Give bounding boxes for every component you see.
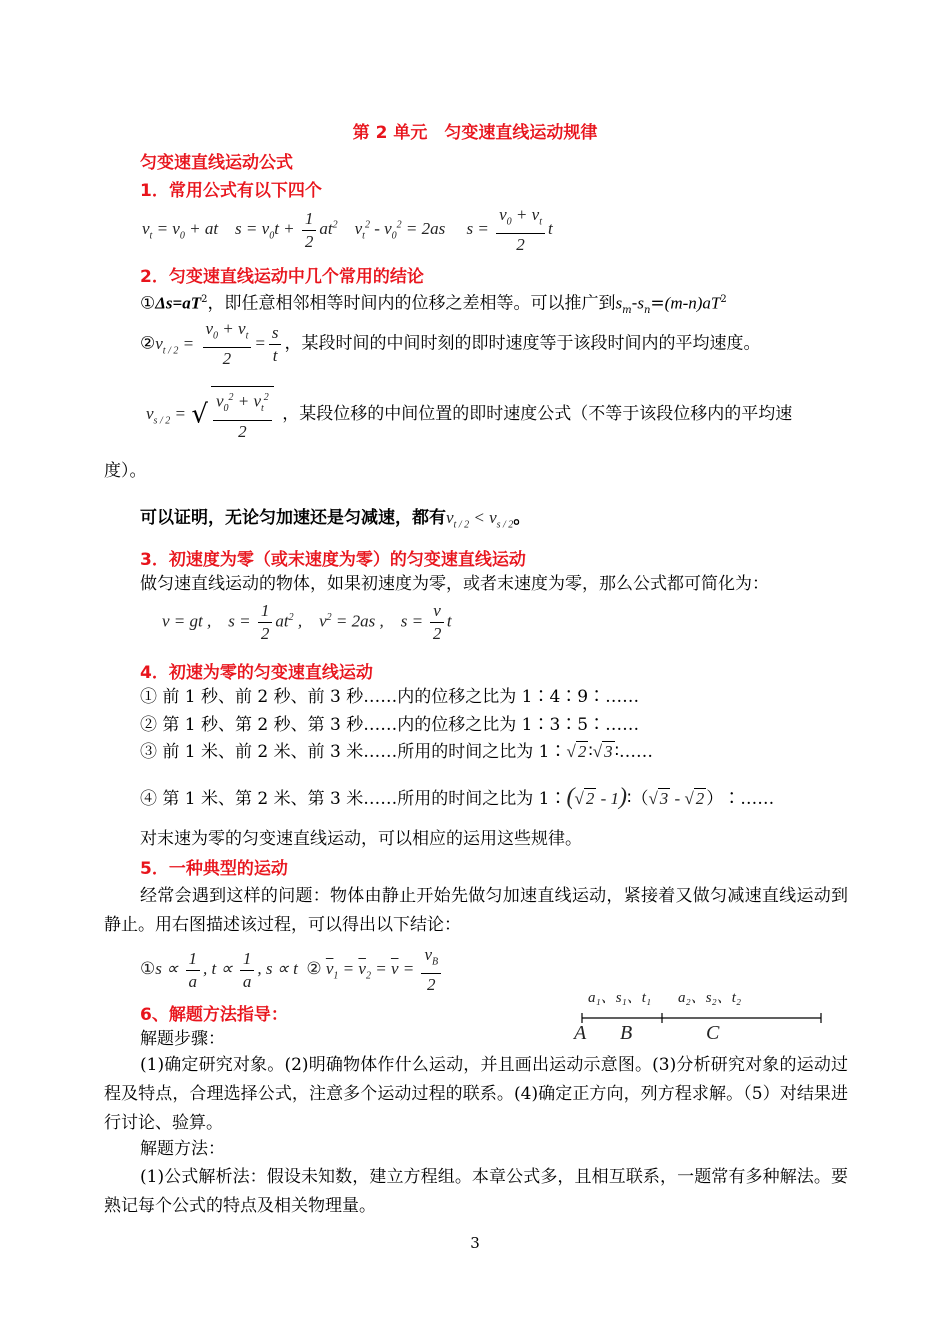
diagram-label-right: a₂、s₂、t₂ [678,990,742,1006]
conclusion-3-cont: 度）。 [104,461,147,481]
conclusion-3-text: ，某段位移的中间位置的即时速度公式（不等于该段位移内的平均速 [282,404,793,425]
proof-line: 可以证明，无论匀加速还是匀减速，都有$v_{t / 2} < v_{s / 2}$。 [140,508,531,531]
ratio-item-2: ② 第 1 秒、第 2 秒、第 3 秒……内的位移之比为 1∶3∶5∶…… [140,715,640,735]
section-1-heading: 1．常用公式有以下四个 [140,181,322,201]
section-4-heading: 4．初速为零的匀变速直线运动 [140,663,373,683]
diagram-label-left: a₁、s₁、t₁ [588,990,652,1006]
section-3-text: 做匀速直线运动的物体，如果初速度为零，或者末速度为零，那么公式都可简化为： [140,574,769,594]
section-2-heading: 2．匀变速直线运动中几个常用的结论 [140,267,424,287]
steps-text: (1)确定研究对象。(2)明确物体作什么运动，并且画出运动示意图。(3)分析研究对象的运动过程及特点，合理选择公式，注意多个运动过程的联系。(4)确定正方向，列方程求解。（5）对结果进行讨论、验算。 [104,1055,848,1133]
diagram-point-a: A [574,1022,587,1044]
section-5-text: 经常会遇到这样的问题：物体由静止开始先做匀加速直线运动，紧接着又做匀减速直线运动到静止。用右图描述该过程，可以得出以下结论： [104,886,848,935]
ratio-item-3-text: ③ 前 1 米、前 2 米、前 3 米……所用的时间之比为 1∶ [140,742,567,762]
formula-row-1: $v_t = v_0$ + at $s = v_0t$ + $\frac{1}{2}$ $at^2$ $v_t^2 - v_0^2 = 2as$ s = $\frac{v_0 + v_t}{2}$ t [142,205,553,255]
ratio-item-3: ③ 前 1 米、前 2 米、前 3 米……所用的时间之比为 1∶√ 2 ∶√ 3 ∶…… [140,742,654,762]
conclusion-1: $①\Delta s=aT^2$，即任意相邻相等时间内的位移之差相等。可以推广到$s_m-s_n=(m-n)aT^2$ [140,293,727,317]
methods-text: (1)公式解析法：假设未知数，建立方程组。本章公式多，且相互联系，一题常有多种解法。要熟记每个公式的特点及相关物理量。 [104,1167,848,1216]
diagram-point-b: B [620,1022,633,1044]
motion-diagram [574,986,830,1050]
diagram-point-c: C [706,1022,720,1044]
ratio-item-4-text: ④ 第 1 米、第 2 米、第 3 米……所用的时间之比为 1∶ [140,789,567,809]
steps-title: 解题步骤： [140,1029,225,1049]
ratio-item-1: ① 前 1 秒、前 2 秒、前 3 秒……内的位移之比为 1∶4∶9∶…… [140,687,640,707]
methods-title: 解题方法： [140,1139,225,1159]
conclusion-3: $v_{s / 2}$ = √ $\frac{v_0^2 + v_t^2}{2}$ ，某段位移的中间位置的即时速度公式（不等于该段位移内的平均速 [146,386,792,443]
proof-text: 可以证明，无论匀加速还是匀减速，都有 [140,508,446,528]
formula-row-3: ①s ∝ $\frac{1}{a}$ , t ∝ $\frac{1}{a}$ , s ∝ t ② $\overline{v}_1 = \overline{v}_2 = \overline{v}$ = $\frac{v_B}{2}$ [140,944,444,996]
page-title: 第 2 单元 匀变速直线运动规律 [352,123,598,143]
section-6-heading: 6、解题方法指导： [140,1005,288,1025]
conclusion-1-text: ，即任意相邻相等时间内的位移之差相等。可以推广到 [207,293,616,314]
page-number: 3 [470,1234,480,1252]
diagram-line [580,1012,830,1024]
section-5-heading: 5．一种典型的运动 [140,859,288,879]
section-4-note: 对末速为零的匀变速直线运动，可以相应的运用这些规律。 [140,829,582,849]
ratio-item-4: ④ 第 1 米、第 2 米、第 3 米……所用的时间之比为 1∶(√ 2 - 1)∶（√ 3 - √ 2 ）∶…… [140,784,775,810]
conclusion-2: $②v_{t / 2}$ = $\frac{v_0 + v_t}{2}$ = $\frac{s}{t}$ ，某段时间的中间时刻的即时速度等于该段时间内的平均速度。 [140,319,761,369]
section-subtitle: 匀变速直线运动公式 [140,153,293,173]
conclusion-2-text: ，某段时间的中间时刻的即时速度等于该段时间内的平均速度。 [284,333,761,354]
section-3-heading: 3．初速度为零（或末速度为零）的匀变速直线运动 [140,550,526,570]
formula-row-2: v = gt , s = $\frac{1}{2}$ $at^2$ , $v^2 = 2as$ , s = $\frac{v}{2}$ t [162,601,452,643]
